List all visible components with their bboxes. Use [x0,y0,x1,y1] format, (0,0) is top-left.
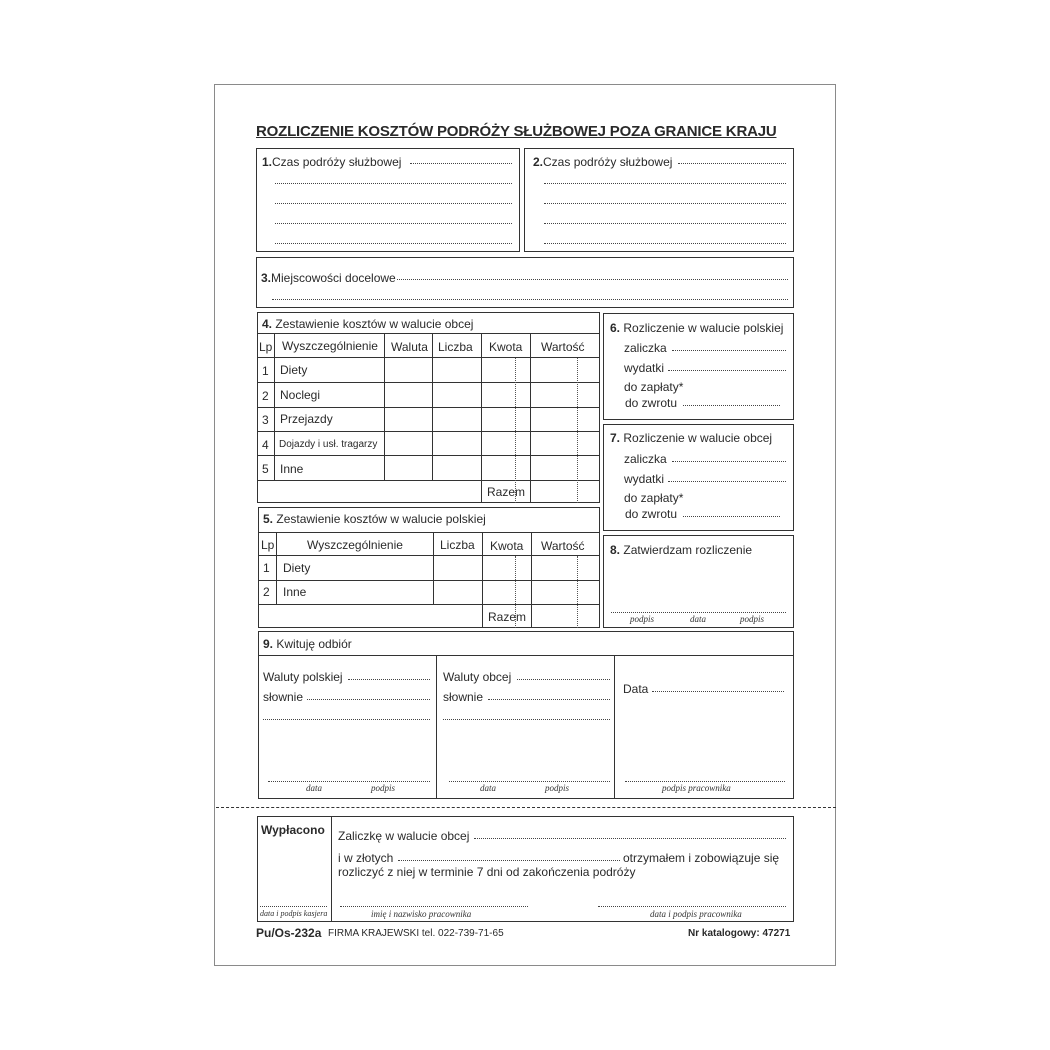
section-8-label: Zatwierdzam rozliczenie [623,543,753,557]
row-lp: 3 [262,413,269,427]
row-lp: 2 [263,585,270,599]
rule [276,532,277,604]
rule [436,655,437,799]
cut-line [216,807,836,808]
pln-words-line[interactable] [263,719,430,720]
col-header-value: Wartość [541,539,585,553]
section-2-line[interactable] [544,183,786,184]
caption-signature: podpis [371,783,396,793]
rule [257,382,600,383]
fx-amount-field[interactable] [517,679,610,680]
row-lp: 5 [262,462,269,476]
pln-amount-field[interactable] [348,679,430,680]
rule [482,532,483,628]
section-9-label: Kwituję odbiór [276,637,352,651]
section-1-heading [262,155,401,169]
row-lp: 1 [263,561,270,575]
caption-employee-signature: podpis pracownika [662,783,731,793]
rule [257,357,600,358]
section-9-heading [263,637,352,651]
row-description: Inne [280,462,304,476]
rule [257,333,600,334]
rule [531,532,532,628]
employee-date-signature-field[interactable] [598,906,786,907]
rule [258,532,600,533]
total-label: Razem [488,610,527,624]
section-4-heading [262,317,473,331]
caption-cashier: data i podpis kasjera [260,909,328,918]
to-return-label: do zwrotu [625,507,678,521]
section-6-label: Rozliczenie w walucie polskiej [623,321,784,335]
caption-date: data [690,614,707,624]
section-2-line[interactable] [544,203,786,204]
section-5-heading [263,512,486,526]
paid-label: Wypłacono [261,823,325,837]
row-lp: 2 [262,389,269,403]
caption-signature: podpis [545,783,570,793]
caption-employee-name: imię i nazwisko pracownika [371,909,472,919]
section-2-number: 2. [533,155,544,169]
col-header-description: Wyszczególnienie [307,538,403,552]
catalog-number: Nr katalogowy: 47271 [688,928,791,939]
section-9-box [258,631,794,799]
col-header-amount: Kwota [490,539,524,553]
decimal-divider [577,358,578,503]
section-3-number: 3. [261,271,272,285]
section-1-line[interactable] [275,223,512,224]
approval-signature-field[interactable] [611,612,786,613]
expenses-label: wydatki [624,472,665,486]
section-8-heading [610,543,752,557]
row-description: Noclegi [280,388,321,402]
row-lp: 1 [262,364,269,378]
expenses-label: wydatki [624,361,665,375]
rule [530,333,531,503]
section-2-label: Czas podróży służbowej [543,155,673,169]
expenses-field[interactable] [668,370,786,371]
section-8-number: 8. [610,543,621,557]
advance-fx-field[interactable] [474,838,786,839]
rule [614,655,615,799]
rule [481,333,482,503]
decimal-divider [515,358,516,503]
rule [433,532,434,604]
fx-signature-field[interactable] [449,781,610,782]
rule [257,407,600,408]
rule [258,580,600,581]
section-1-line[interactable] [275,183,512,184]
to-return-label: do zwrotu [625,396,678,410]
row-description: Diety [283,561,311,575]
section-3-field[interactable] [397,279,788,280]
form-title: ROZLICZENIE KOSZTÓW PODRÓŻY SŁUŻBOWEJ POZA GRANICE KRAJU [256,123,777,140]
date-field[interactable] [652,691,784,692]
section-2-line[interactable] [544,223,786,224]
col-header-description: Wyszczególnienie [282,339,378,353]
expenses-field[interactable] [668,481,786,482]
rule [258,604,600,605]
section-6-number: 6. [610,321,621,335]
caption-signature: podpis [630,614,655,624]
col-header-lp: Lp [259,340,273,354]
section-7-heading [610,431,772,445]
col-header-currency: Waluta [391,340,428,354]
col-header-count: Liczba [438,340,473,354]
section-2-line[interactable] [544,243,786,244]
col-header-lp: Lp [261,538,275,552]
date-label: Data [623,682,649,696]
form-code: Pu/Os-232a [256,926,322,940]
section-1-field[interactable] [410,163,512,164]
section-3-line[interactable] [272,299,788,300]
row-description: Inne [283,585,307,599]
caption-employee-date-signature: data i podpis pracownika [650,909,742,919]
advance-field[interactable] [672,350,786,351]
col-header-count: Liczba [440,538,475,552]
publisher: FIRMA KRAJEWSKI tel. 022-739-71-65 [328,928,504,939]
section-1-line[interactable] [275,203,512,204]
pln-signature-field[interactable] [268,781,430,782]
received-text: otrzymałem i zobowiązuje się [623,851,780,865]
row-description: Dojazdy i usł. tragarzy [279,439,378,450]
rule [384,333,385,480]
advance-fx-label: Zaliczkę w walucie obcej [338,829,470,843]
fx-words-label: słownie [443,690,484,704]
col-header-amount: Kwota [489,340,523,354]
to-return-field[interactable] [683,516,780,517]
employee-name-field[interactable] [340,906,528,907]
section-9-number: 9. [263,637,274,651]
employee-signature-field[interactable] [625,781,785,782]
section-3-heading [261,271,396,285]
pln-amount-label: Waluty polskiej [263,670,343,684]
section-3-label: Miejscowości docelowe [271,271,396,285]
caption-signature: podpis [740,614,765,624]
row-lp: 4 [262,438,269,452]
pln-words-field[interactable] [307,699,430,700]
cashier-signature-field[interactable] [260,906,327,907]
decimal-divider [577,556,578,628]
fx-words-line[interactable] [443,719,610,720]
fx-words-field[interactable] [488,699,610,700]
to-pay-label: do zapłaty* [624,380,684,394]
rule [432,333,433,480]
rule [331,816,332,922]
rule [257,480,600,481]
section-5-label: Zestawienie kosztów w walucie polskiej [276,512,486,526]
advance-label: zaliczka [624,452,667,466]
rule [257,455,600,456]
rule [274,333,275,480]
advance-label: zaliczka [624,341,667,355]
advance-field[interactable] [672,461,786,462]
rule [258,655,794,656]
total-label: Razem [487,485,526,499]
section-1-number: 1. [262,155,273,169]
caption-date: data [480,783,497,793]
col-header-value: Wartość [541,340,585,354]
row-description: Diety [280,363,308,377]
section-1-label: Czas podróży służbowej [272,155,402,169]
rule [257,431,600,432]
to-pay-label: do zapłaty* [624,491,684,505]
section-2-heading [533,155,672,169]
obligation-text: rozliczyć z niej w terminie 7 dni od zakończenia podróży [338,865,636,879]
rule [258,555,600,556]
section-4-number: 4. [262,317,273,331]
pln-words-label: słownie [263,690,304,704]
fx-amount-label: Waluty obcej [443,670,512,684]
section-4-label: Zestawienie kosztów w walucie obcej [275,317,474,331]
to-return-field[interactable] [683,405,780,406]
section-7-number: 7. [610,431,621,445]
section-2-field[interactable] [678,163,786,164]
row-description: Przejazdy [280,412,333,426]
section-5-number: 5. [263,512,274,526]
section-1-line[interactable] [275,243,512,244]
caption-date: data [306,783,323,793]
pln-field[interactable] [398,860,620,861]
section-6-heading [610,321,783,335]
pln-label: i w złotych [338,851,394,865]
section-7-label: Rozliczenie w walucie obcej [623,431,773,445]
